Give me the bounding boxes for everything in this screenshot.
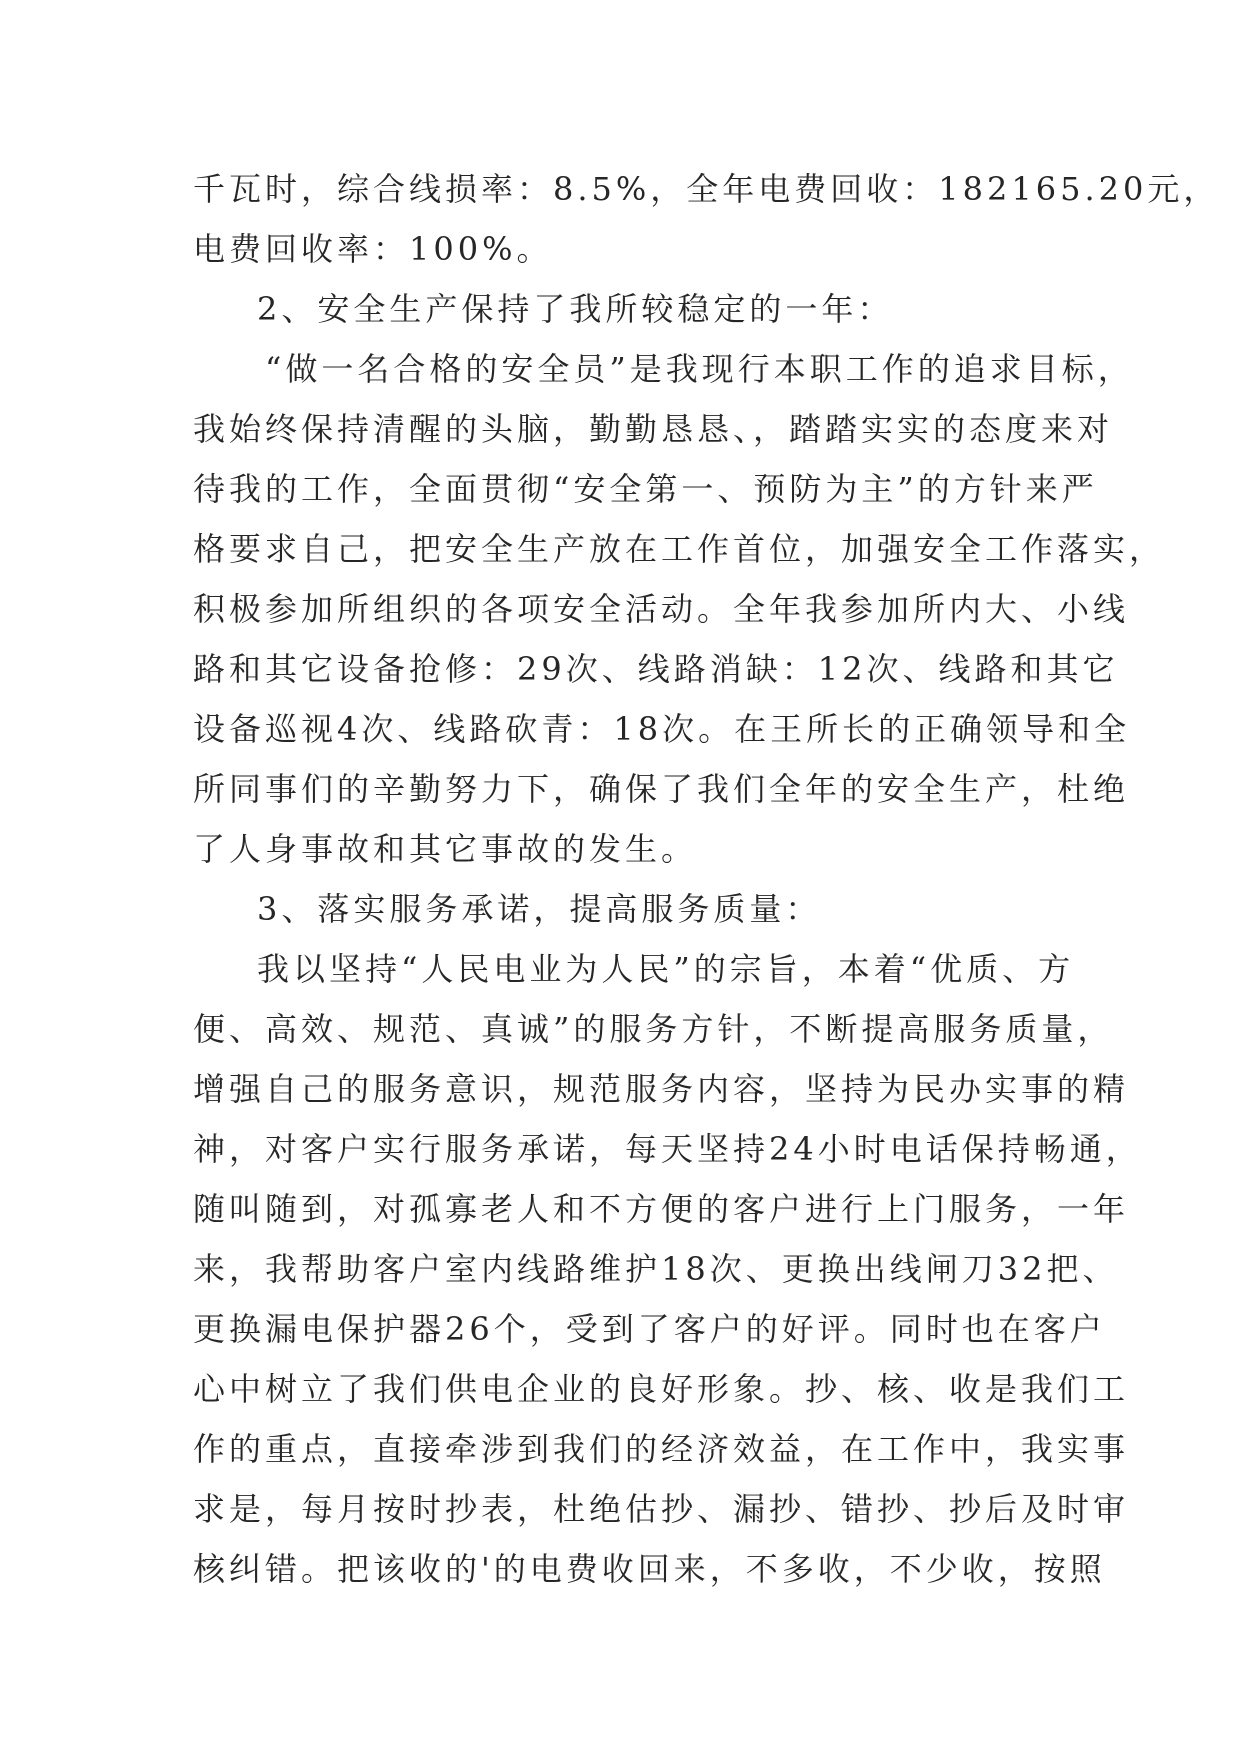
paragraph-line: 待我的工作，全面贯彻“安全第一、预防为主”的方针来严: [193, 470, 1098, 508]
paragraph-line: 随叫随到，对孤寡老人和不方便的客户进行上门服务，一年: [193, 1190, 1130, 1228]
paragraph-line: 我始终保持清醒的头脑，勤勤恳恳、，踏踏实实的态度来对: [193, 410, 1114, 448]
paragraph-line: 路和其它设备抢修：29次、线路消缺：12次、线路和其它: [193, 650, 1119, 688]
paragraph-line: “做一名合格的安全员”是我现行本职工作的追求目标，: [265, 350, 1134, 388]
paragraph-line: 我以坚持“人民电业为人民”的宗旨，本着“优质、方: [257, 950, 1075, 988]
paragraph-line: 更换漏电保护器26个，受到了客户的好评。同时也在客户: [193, 1310, 1106, 1348]
paragraph-line: 作的重点，直接牵涉到我们的经济效益，在工作中，我实事: [193, 1430, 1130, 1468]
paragraph-line: 便、高效、规范、真诚”的服务方针，不断提高服务质量，: [193, 1010, 1114, 1048]
paragraph-line: 神，对客户实行服务承诺，每天坚持24小时电话保持畅通，: [193, 1130, 1142, 1168]
paragraph-line: 所同事们的辛勤努力下，确保了我们全年的安全生产，杜绝: [193, 770, 1130, 808]
paragraph-line: 千瓦时，综合线损率：8.5%，全年电费回收：182165.20元，: [193, 170, 1220, 208]
paragraph-line: 积极参加所组织的各项安全活动。全年我参加所内大、小线: [193, 590, 1130, 628]
paragraph-line: 电费回收率：100%。: [193, 230, 553, 268]
body-text: [193, 159, 1220, 1599]
paragraph-line: 格要求自己，把安全生产放在工作首位，加强安全工作落实，: [193, 530, 1166, 568]
section-heading: 3、落实服务承诺，提高服务质量：: [257, 890, 822, 928]
section-heading: 2、安全生产保持了我所较稳定的一年：: [257, 290, 894, 328]
paragraph-line: 了人身事故和其它事故的发生。: [193, 830, 698, 868]
paragraph-line: 增强自己的服务意识，规范服务内容，坚持为民办实事的精: [193, 1070, 1130, 1108]
paragraph-line: 来，我帮助客户室内线路维护18次、更换出线闸刀32把、: [193, 1250, 1119, 1288]
paragraph-line: 求是，每月按时抄表，杜绝估抄、漏抄、错抄、抄后及时审: [193, 1490, 1130, 1528]
paragraph-line: 核纠错。把该收的'的电费收回来，不多收，不少收，按照: [193, 1550, 1106, 1588]
paragraph-line: 心中树立了我们供电企业的良好形象。抄、核、收是我们工: [193, 1370, 1130, 1408]
paragraph-line: 设备巡视4次、线路砍青：18次。在王所长的正确领导和全: [193, 710, 1131, 748]
